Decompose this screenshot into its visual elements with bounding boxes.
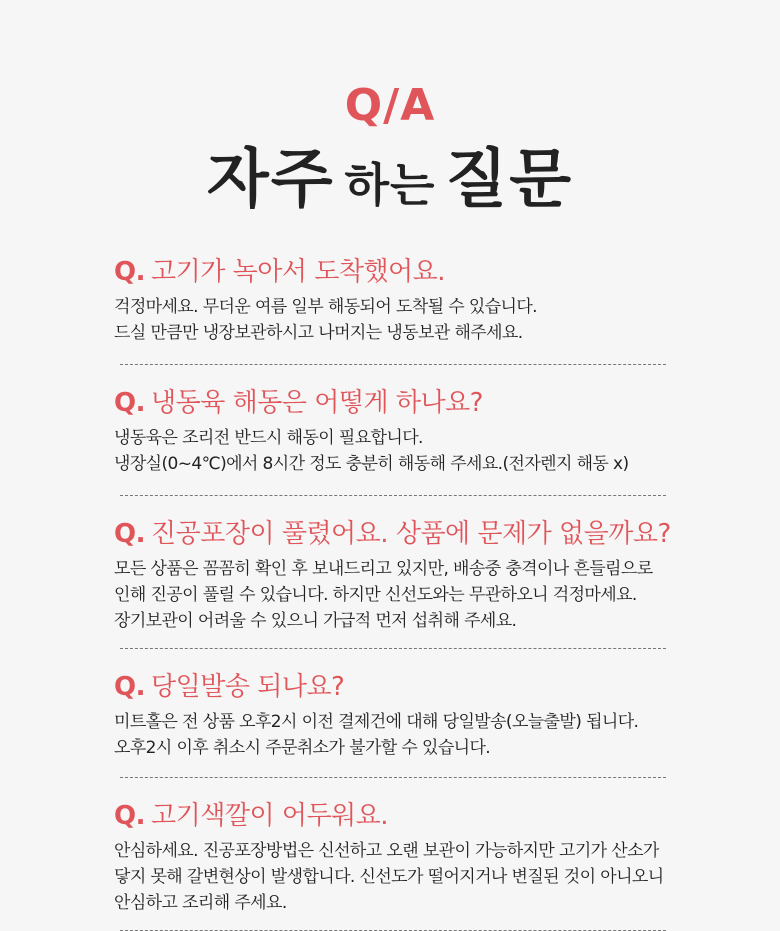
q-mark: Q. [114,672,145,702]
answer-line: 미트홀은 전 상품 오후2시 이전 결제건에 대해 당일발송(오늘출발) 됩니다. [114,712,639,732]
faq-question [114,514,670,554]
answer-line: 안심하세요. 진공포장방법은 신선하고 오랜 보관이 가능하지만 고기가 산소가 [114,841,659,861]
q-mark: Q. [114,801,145,831]
answer-line: 인해 진공이 풀릴 수 있습니다. 하지만 신선도와는 무관하오니 걱정마세요. [114,585,637,605]
qa-badge: Q/A [344,80,436,131]
faq-item [114,252,670,365]
page-title [0,140,780,236]
answer-line: 닿지 못해 갈변현상이 발생합니다. 신선도가 떨어지거나 변질된 것이 아니오니 [114,867,664,887]
question-text: 진공포장이 풀렸어요. 상품에 문제가 없을까요? [150,519,671,549]
faq-question [114,252,670,292]
dashed-divider [120,648,666,649]
answer-line: 드실 만큼만 냉장보관하시고 나머지는 냉동보관 해주세요. [114,323,523,343]
title-part-3: 질문 [445,143,574,217]
answer-line: 안심하고 조리해 주세요. [114,893,287,913]
title-part-1: 자주 [206,143,335,217]
faq-item [114,667,670,778]
faq-item [114,383,670,496]
faq-question [114,383,670,423]
answer-line: 냉장실(0~4℃)에서 8시간 정도 충분히 해동해 주세요.(전자렌지 해동 x) [114,454,629,474]
question-text: 고기색깔이 어두워요. [150,801,389,831]
dashed-divider [120,777,666,778]
faq-item [114,796,670,931]
answer-line: 걱정마세요. 무더운 여름 일부 해동되어 도착될 수 있습니다. [114,297,537,317]
dashed-divider [120,495,666,496]
answer-line: 장기보관이 어려울 수 있으니 가급적 먼저 섭취해 주세요. [114,611,517,631]
question-text: 고기가 녹아서 도착했어요. [150,257,446,287]
dashed-divider [120,364,666,365]
question-text: 냉동육 해동은 어떻게 하나요? [150,388,483,418]
answer-line: 냉동육은 조리전 반드시 해동이 필요합니다. [114,428,423,448]
q-mark: Q. [114,388,145,418]
faq-list [114,252,670,931]
faq-question [114,667,670,707]
answer-line: 모든 상품은 꼼꼼히 확인 후 보내드리고 있지만, 배송중 충격이나 흔들림으로 [114,559,653,579]
q-mark: Q. [114,257,145,287]
faq-question [114,796,670,836]
q-mark: Q. [114,519,145,549]
question-text: 당일발송 되나요? [150,672,345,702]
title-part-2: 하는 [344,158,436,212]
faq-item [114,514,670,649]
answer-line: 오후2시 이후 취소시 주문취소가 불가할 수 있습니다. [114,738,491,758]
